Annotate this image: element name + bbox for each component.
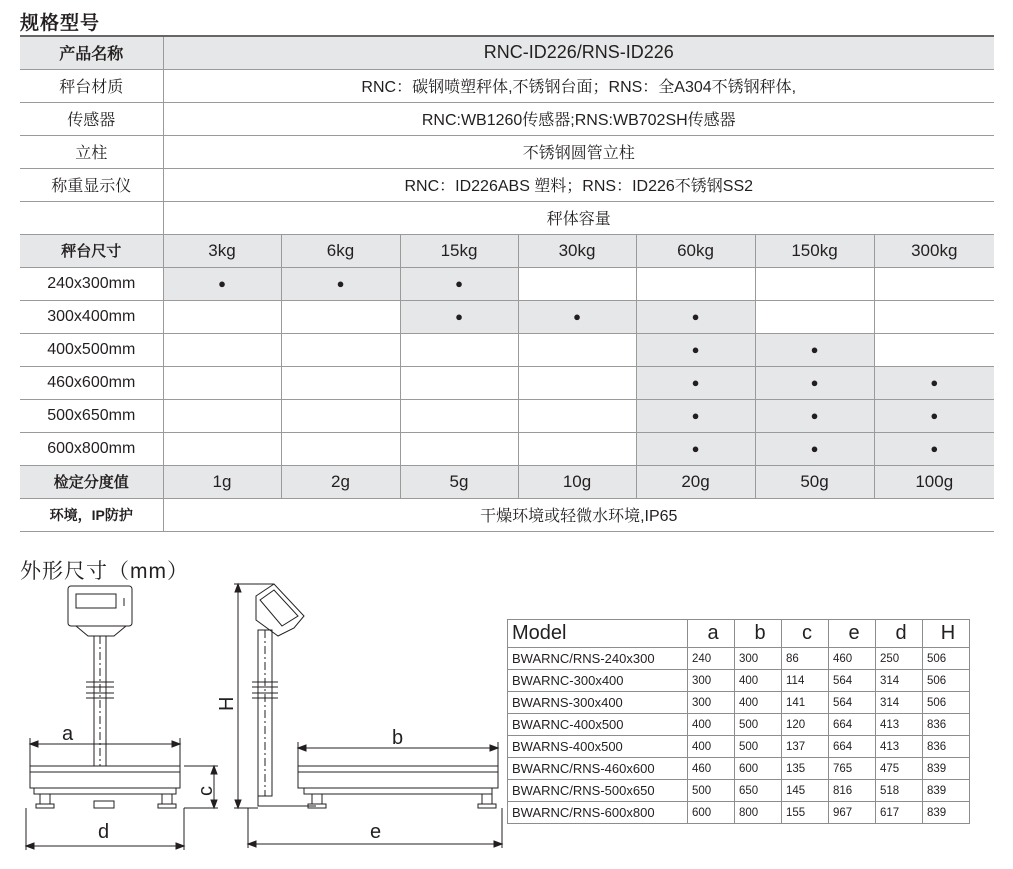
division-label: 检定分度值 <box>20 465 163 498</box>
table-row <box>20 333 994 366</box>
division-value: 100g <box>874 465 994 498</box>
model-cell: 500 <box>688 780 735 802</box>
model-cell: 314 <box>876 692 923 714</box>
model-table <box>507 619 970 824</box>
model-cell: 86 <box>782 648 829 670</box>
model-name: BWARNC/RNS-600x800 <box>508 802 688 824</box>
table-row <box>20 366 994 399</box>
product-name-label: 产品名称 <box>20 36 163 69</box>
empty-cell <box>518 267 636 300</box>
division-value: 20g <box>636 465 755 498</box>
model-table-header: Model <box>508 620 688 648</box>
division-value: 1g <box>163 465 281 498</box>
table-row <box>20 465 994 498</box>
model-name: BWARNC/RNS-240x300 <box>508 648 688 670</box>
spec-row-label: 秤台材质 <box>20 69 163 102</box>
empty-cell <box>163 333 281 366</box>
empty-cell <box>163 366 281 399</box>
compatibility-dot: ● <box>636 300 755 333</box>
spec-row-label: 称重显示仪 <box>20 168 163 201</box>
model-cell: 400 <box>735 670 782 692</box>
model-cell: 300 <box>688 692 735 714</box>
table-row <box>20 234 994 267</box>
table-row <box>20 300 994 333</box>
table-row <box>508 648 970 670</box>
table-row <box>20 399 994 432</box>
model-table-header: a <box>688 620 735 648</box>
model-table-header: c <box>782 620 829 648</box>
table-row <box>508 780 970 802</box>
spec-title: 规格型号 <box>20 13 101 34</box>
dim-label-c: c <box>195 786 217 796</box>
empty-cell <box>281 399 400 432</box>
model-cell: 664 <box>829 736 876 758</box>
model-cell: 664 <box>829 714 876 736</box>
division-value: 50g <box>755 465 874 498</box>
table-row <box>20 102 994 135</box>
empty-cell <box>400 432 518 465</box>
front-view <box>30 586 180 808</box>
empty-cell <box>163 399 281 432</box>
empty-cell <box>281 432 400 465</box>
compatibility-dot: ● <box>755 432 874 465</box>
empty-cell <box>518 399 636 432</box>
table-row <box>508 692 970 714</box>
compatibility-dot: ● <box>874 432 994 465</box>
compatibility-dot: ● <box>636 333 755 366</box>
table-row <box>20 498 994 531</box>
dim-label-a: a <box>62 723 74 745</box>
model-cell: 475 <box>876 758 923 780</box>
table-row <box>508 714 970 736</box>
spec-row-label: 立柱 <box>20 135 163 168</box>
dim-label-H: H <box>216 696 238 711</box>
division-value: 10g <box>518 465 636 498</box>
capacity-header: 150kg <box>755 234 874 267</box>
environment-label: 环境，IP防护 <box>20 498 163 531</box>
model-cell: 506 <box>923 670 970 692</box>
table-row <box>20 267 994 300</box>
environment-value: 干燥环境或轻微水环境,IP65 <box>163 498 994 531</box>
platform-size: 300x400mm <box>20 300 163 333</box>
spec-table <box>20 35 994 532</box>
empty-cell <box>518 432 636 465</box>
empty-cell <box>400 333 518 366</box>
empty-cell <box>163 432 281 465</box>
model-cell: 800 <box>735 802 782 824</box>
dim-label-d: d <box>98 821 110 843</box>
model-name: BWARNC-400x500 <box>508 714 688 736</box>
capacity-header: 60kg <box>636 234 755 267</box>
model-cell: 816 <box>829 780 876 802</box>
model-cell: 564 <box>829 692 876 714</box>
model-cell: 300 <box>688 670 735 692</box>
compatibility-dot: ● <box>636 399 755 432</box>
model-cell: 765 <box>829 758 876 780</box>
compatibility-dot: ● <box>636 366 755 399</box>
compatibility-dot: ● <box>281 267 400 300</box>
model-cell: 650 <box>735 780 782 802</box>
empty-cell <box>281 333 400 366</box>
model-cell: 141 <box>782 692 829 714</box>
platform-size: 500x650mm <box>20 399 163 432</box>
dim-label-e: e <box>370 821 382 843</box>
model-cell: 839 <box>923 758 970 780</box>
model-cell: 400 <box>688 714 735 736</box>
model-cell: 839 <box>923 780 970 802</box>
model-cell: 518 <box>876 780 923 802</box>
model-name: BWARNC/RNS-500x650 <box>508 780 688 802</box>
model-cell: 600 <box>735 758 782 780</box>
model-cell: 600 <box>688 802 735 824</box>
empty-cell <box>281 366 400 399</box>
platform-size: 240x300mm <box>20 267 163 300</box>
table-row <box>20 135 994 168</box>
model-cell: 506 <box>923 692 970 714</box>
platform-size: 460x600mm <box>20 366 163 399</box>
model-cell: 135 <box>782 758 829 780</box>
empty-cell <box>874 333 994 366</box>
model-cell: 300 <box>735 648 782 670</box>
compatibility-dot: ● <box>874 399 994 432</box>
division-value: 5g <box>400 465 518 498</box>
table-row <box>20 36 994 69</box>
table-row <box>508 758 970 780</box>
spec-row-value: 不锈钢圆管立柱 <box>163 135 994 168</box>
empty-cell <box>755 300 874 333</box>
dimension-title: 外形尺寸（mm） <box>20 560 189 583</box>
spec-row-label: 传感器 <box>20 102 163 135</box>
model-table-header: e <box>829 620 876 648</box>
spec-row-value: RNC：ID226ABS 塑料；RNS：ID226不锈钢SS2 <box>163 168 994 201</box>
model-cell: 400 <box>735 692 782 714</box>
model-cell: 240 <box>688 648 735 670</box>
dimension-drawing <box>16 576 506 851</box>
empty-cell <box>400 366 518 399</box>
empty-cell <box>636 267 755 300</box>
model-cell: 500 <box>735 736 782 758</box>
empty-cell <box>518 333 636 366</box>
model-cell: 460 <box>829 648 876 670</box>
division-value: 2g <box>281 465 400 498</box>
model-cell: 967 <box>829 802 876 824</box>
platform-size: 600x800mm <box>20 432 163 465</box>
model-cell: 250 <box>876 648 923 670</box>
compatibility-dot: ● <box>400 300 518 333</box>
model-cell: 460 <box>688 758 735 780</box>
model-cell: 400 <box>688 736 735 758</box>
model-cell: 120 <box>782 714 829 736</box>
product-name-value: RNC-ID226/RNS-ID226 <box>163 36 994 69</box>
model-cell: 137 <box>782 736 829 758</box>
empty-cell <box>518 366 636 399</box>
compatibility-dot: ● <box>163 267 281 300</box>
platform-size-label: 秤台尺寸 <box>20 234 163 267</box>
compatibility-dot: ● <box>755 366 874 399</box>
model-table-header: H <box>923 620 970 648</box>
model-table-header: b <box>735 620 782 648</box>
model-name: BWARNC-300x400 <box>508 670 688 692</box>
model-cell: 564 <box>829 670 876 692</box>
compatibility-dot: ● <box>636 432 755 465</box>
table-row <box>508 620 970 648</box>
model-cell: 617 <box>876 802 923 824</box>
model-cell: 145 <box>782 780 829 802</box>
empty-cell <box>281 300 400 333</box>
compatibility-dot: ● <box>755 333 874 366</box>
table-row <box>508 736 970 758</box>
platform-size: 400x500mm <box>20 333 163 366</box>
model-name: BWARNC/RNS-460x600 <box>508 758 688 780</box>
capacity-header: 15kg <box>400 234 518 267</box>
model-cell: 836 <box>923 714 970 736</box>
model-cell: 413 <box>876 714 923 736</box>
compatibility-dot: ● <box>518 300 636 333</box>
blank-cell <box>20 201 163 234</box>
capacity-header: 300kg <box>874 234 994 267</box>
dim-label-b: b <box>392 727 404 749</box>
model-name: BWARNS-300x400 <box>508 692 688 714</box>
empty-cell <box>874 267 994 300</box>
model-table-header: d <box>876 620 923 648</box>
capacity-header: 6kg <box>281 234 400 267</box>
model-cell: 836 <box>923 736 970 758</box>
empty-cell <box>874 300 994 333</box>
compatibility-dot: ● <box>874 366 994 399</box>
table-row <box>508 670 970 692</box>
model-cell: 839 <box>923 802 970 824</box>
model-cell: 114 <box>782 670 829 692</box>
capacity-header: 30kg <box>518 234 636 267</box>
model-cell: 506 <box>923 648 970 670</box>
model-cell: 413 <box>876 736 923 758</box>
model-name: BWARNS-400x500 <box>508 736 688 758</box>
compatibility-dot: ● <box>755 399 874 432</box>
table-row <box>508 802 970 824</box>
table-row <box>20 168 994 201</box>
capacity-title: 秤体容量 <box>163 201 994 234</box>
side-view <box>252 584 498 808</box>
spec-row-value: RNC：碳钢喷塑秤体,不锈钢台面；RNS：全A304不锈钢秤体, <box>163 69 994 102</box>
table-row <box>20 432 994 465</box>
empty-cell <box>755 267 874 300</box>
empty-cell <box>400 399 518 432</box>
model-cell: 500 <box>735 714 782 736</box>
empty-cell <box>163 300 281 333</box>
table-row <box>20 69 994 102</box>
compatibility-dot: ● <box>400 267 518 300</box>
capacity-header: 3kg <box>163 234 281 267</box>
model-cell: 314 <box>876 670 923 692</box>
model-cell: 155 <box>782 802 829 824</box>
table-row <box>20 201 994 234</box>
spec-row-value: RNC:WB1260传感器;RNS:WB702SH传感器 <box>163 102 994 135</box>
